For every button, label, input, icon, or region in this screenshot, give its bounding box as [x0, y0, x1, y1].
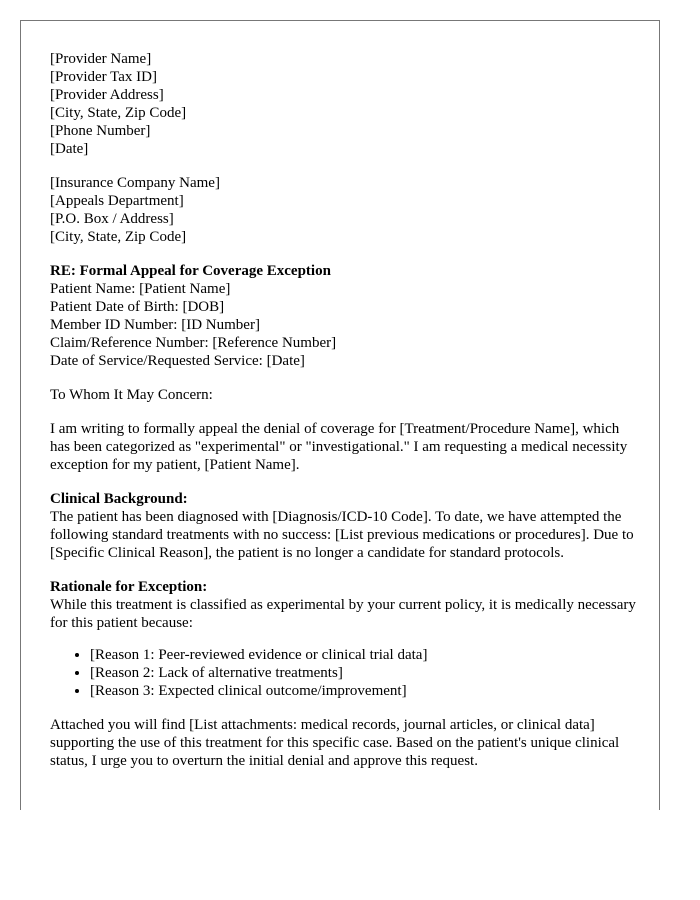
rationale-heading: Rationale for Exception:	[50, 579, 208, 595]
recipient-address: [P.O. Box / Address]	[50, 211, 174, 227]
clinical-background-heading: Clinical Background:	[50, 491, 188, 507]
appeals-department: [Appeals Department]	[50, 193, 184, 209]
letter-page	[20, 20, 660, 810]
service-date-line: Date of Service/Requested Service: [Date]	[50, 353, 305, 369]
insurance-company-name: [Insurance Company Name]	[50, 175, 220, 191]
reasons-list	[50, 646, 640, 700]
re-title: RE: Formal Appeal for Coverage Exception	[50, 263, 331, 279]
list-item: • [Reason 2: Lack of alternative treatments]	[90, 664, 640, 682]
clinical-background-section	[50, 490, 640, 562]
letter-content	[50, 50, 640, 786]
provider-phone: [Phone Number]	[50, 123, 151, 139]
rationale-text: While this treatment is classified as experimental by your current policy, it is medically necessary for this patient because:	[50, 597, 636, 631]
clinical-background-text: The patient has been diagnosed with [Diagnosis/ICD-10 Code]. To date, we have attempted the following standard treatments with no success: [List previous medications or procedures]. Due to [Specific Clinical Reason], the patient is no longer a candidate for standard protocols.	[50, 509, 634, 561]
sender-block	[50, 50, 640, 158]
intro-paragraph: I am writing to formally appeal the denial of coverage for [Treatment/Procedure Name], which has been categorized as "experimental" or "investigational." I am requesting a medical necessity exception for my patient, [Patient Name].	[50, 421, 628, 473]
rationale-section	[50, 578, 640, 632]
list-item: • [Reason 3: Expected clinical outcome/improvement]	[90, 682, 640, 700]
patient-name-line: Patient Name: [Patient Name]	[50, 281, 231, 297]
provider-address: [Provider Address]	[50, 87, 164, 103]
provider-tax-id: [Provider Tax ID]	[50, 69, 157, 85]
recipient-city-state-zip: [City, State, Zip Code]	[50, 229, 187, 245]
provider-name: [Provider Name]	[50, 51, 152, 67]
re-block	[50, 262, 640, 370]
salutation: To Whom It May Concern:	[50, 387, 213, 403]
provider-city-state-zip: [City, State, Zip Code]	[50, 105, 187, 121]
list-item: • [Reason 1: Peer-reviewed evidence or clinical trial data]	[90, 646, 640, 664]
patient-dob-line: Patient Date of Birth: [DOB]	[50, 299, 225, 315]
letter-date: [Date]	[50, 141, 89, 157]
member-id-line: Member ID Number: [ID Number]	[50, 317, 260, 333]
closing-paragraph: Attached you will find [List attachments: medical records, journal articles, or clinical data] supporting the use of this treatment for this specific case. Based on the patient's unique clinical status, I urge you to overturn the initial denial and approve this request.	[50, 717, 620, 769]
recipient-block	[50, 174, 640, 246]
claim-number-line: Claim/Reference Number: [Reference Number]	[50, 335, 337, 351]
